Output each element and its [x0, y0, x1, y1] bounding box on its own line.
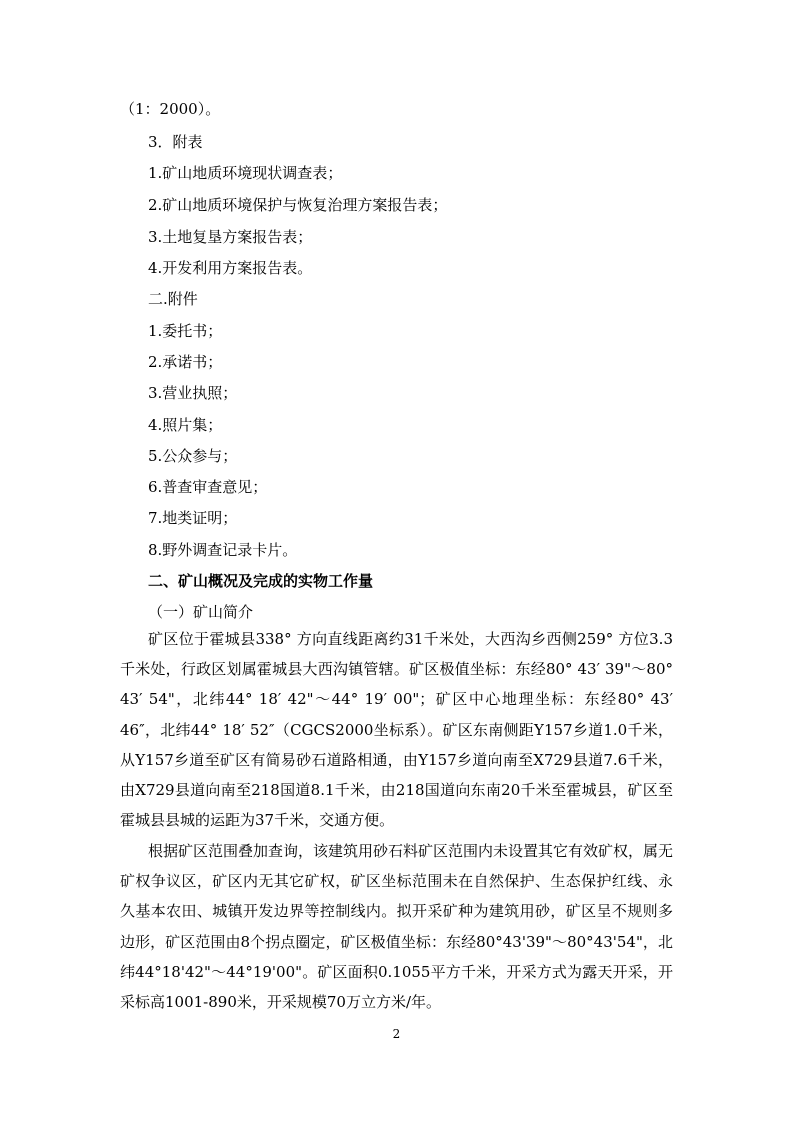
text-line-table-3: 3.土地复垦方案报告表； [148, 228, 313, 246]
text-line-attachment-1: 1.委托书； [148, 322, 223, 340]
text-line-table-4: 4.开发利用方案报告表。 [148, 259, 313, 277]
section-heading: 二、矿山概况及完成的实物工作量 [148, 572, 374, 590]
text-line-attachment-8: 8.野外调查记录卡片。 [148, 541, 298, 559]
text-line-attachment-2: 2.承诺书； [148, 353, 223, 371]
subsection-heading: （一）矿山简介 [148, 603, 254, 621]
text-line-attachments-heading: 二.附件 [148, 290, 198, 308]
text-line-attachment-7: 7.地类证明； [148, 509, 238, 527]
page-number: 2 [392, 1027, 401, 1041]
paragraph-location: 矿区位于霍城县338° 方向直线距离约31千米处，大西沟乡西侧259° 方位3.3千米处，行政区划属霍城县大西沟镇管辖。矿区极值坐标：东经80° 43′ 39"～80° 43′ 54"，北纬44° 18′ 42"～44° 19′ 00"；矿区中心地理坐标：东经80° 43′ 46″，北纬44° 18′ 52″（CGCS2000坐标系）。矿区东南侧距Y157乡道1.0千米，从Y157乡道至矿区有简易砂石道路相通，由Y157乡道向南至X729县道7.6千米，由X729县道向南至218国道8.1千米，由218国道向东南20千米至霍城县，矿区至霍城县县城的运距为37千米，交通方便。 [120, 630, 673, 830]
text-line-attachment-4: 4.照片集； [148, 416, 223, 434]
text-line-scale: （1：2000）。 [120, 100, 221, 118]
text-line-table-2: 2.矿山地质环境保护与恢复治理方案报告表； [148, 196, 448, 214]
text-line-attachment-5: 5.公众参与； [148, 447, 238, 465]
paragraph-mining-rights: 根据矿区范围叠加查询，该建筑用砂石料矿区范围内未设置其它有效矿权，属无矿权争议区，矿区内无其它矿权，矿区坐标范围未在自然保护、生态保护红线、永久基本农田、城镇开发边界等控制线内。拟开采矿种为建筑用砂，矿区呈不规则多边形，矿区范围由8个拐点圈定，矿区极值坐标：东经80°43'39"～80°43'54"，北纬44°18'42"～44°19'00"。矿区面积0.1055平方千米，开采方式为露天开采，开采标高1001-890米，开采规模70万立方米/年。 [120, 842, 674, 1012]
text-line-attachment-3: 3.营业执照； [148, 384, 238, 402]
text-line-appendix-tables-heading: 3．附表 [148, 133, 203, 151]
text-line-attachment-6: 6.普查审查意见； [148, 478, 268, 496]
text-line-table-1: 1.矿山地质环境现状调查表； [148, 164, 343, 182]
